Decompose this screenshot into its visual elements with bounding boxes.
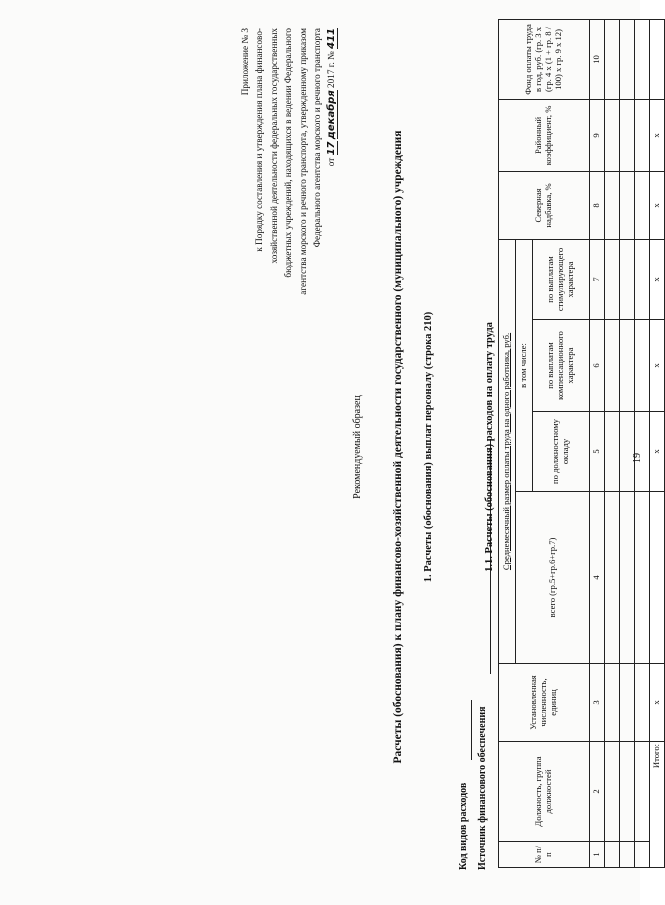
- appendix-block: [238, 28, 340, 295]
- subsection-title: 1.1. Расчеты (обоснования) расходов на оплату труда: [484, 322, 495, 572]
- table-cell: [635, 239, 650, 319]
- table-cell: [620, 239, 635, 319]
- table-cell: [635, 99, 650, 171]
- table-cell: [620, 171, 635, 239]
- header-base-salary: по должностному окладу: [533, 412, 590, 492]
- column-number: 8: [590, 171, 605, 239]
- header-position: Должность, группа должностей: [499, 742, 590, 842]
- payroll-table: [498, 19, 665, 868]
- table-cell: [635, 412, 650, 492]
- table-cell: [620, 664, 635, 742]
- table-cell: [635, 19, 650, 99]
- appendix-date-month: декабря: [326, 90, 338, 140]
- table-cell: [620, 320, 635, 412]
- table-cell: [620, 842, 635, 868]
- column-number: 9: [590, 99, 605, 171]
- column-number: 10: [590, 19, 605, 99]
- column-number: 4: [590, 492, 605, 664]
- appendix-line-1: Приложение № 3: [240, 28, 250, 96]
- table-row: [605, 19, 620, 867]
- table-cell: [620, 412, 635, 492]
- table-cell: [605, 412, 620, 492]
- column-number: 2: [590, 742, 605, 842]
- table-cell: [605, 320, 620, 412]
- table-cell: [605, 492, 620, 664]
- appendix-line-2: к Порядку составления и утверждения плана финансово-: [254, 28, 265, 252]
- header-regional-coefficient: Районный коэффициент, %: [499, 99, 590, 171]
- table-cell: [605, 742, 620, 842]
- section-title: 1. Расчеты (обоснования) выплат персоналу (строка 210): [423, 311, 434, 583]
- appendix-line-5: агентства морского и речного транспорта, утвержденному приказом: [297, 28, 308, 295]
- appendix-date-prefix: от: [326, 157, 337, 167]
- column-number: 7: [590, 239, 605, 319]
- table-cell: [620, 99, 635, 171]
- appendix-line-4: бюджетных учреждений, находящихся в ведении Федерального: [283, 28, 294, 278]
- appendix-line-6: Федерального агентства морского и речного транспорта: [312, 28, 323, 248]
- column-number: 5: [590, 412, 605, 492]
- appendix-date-year: 2017 г. №: [326, 51, 337, 88]
- table-cell: [620, 19, 635, 99]
- total-cell: х: [650, 171, 665, 239]
- table-cell: [605, 19, 620, 99]
- table-cell: [635, 842, 650, 868]
- main-title: Расчеты (обоснования) к плану финансово-хозяйственной деятельности государственного (муниципального) учреждения: [392, 130, 404, 764]
- header-headcount: Установленная численность, единиц: [499, 664, 590, 742]
- total-cell: [650, 492, 665, 664]
- column-number: 3: [590, 664, 605, 742]
- table-cell: [635, 742, 650, 842]
- table-cell: [605, 99, 620, 171]
- column-number: 1: [590, 842, 605, 868]
- header-row-1: [499, 19, 516, 867]
- column-number-row: [590, 19, 605, 867]
- expense-type-code-label: Код видов расходов: [458, 782, 469, 870]
- total-cell: х: [650, 664, 665, 742]
- header-incentive: по выплатам стимулирующего характера: [533, 239, 590, 319]
- funding-source-label: Источник финансового обеспечения: [477, 706, 488, 870]
- table-cell: [635, 664, 650, 742]
- table-cell: [620, 742, 635, 842]
- table-cell: [635, 492, 650, 664]
- table-cell: [620, 492, 635, 664]
- total-cell: х: [650, 320, 665, 412]
- total-cell: х: [650, 239, 665, 319]
- header-avg-salary-group: Среднемесячный размер оплаты труда на одного работника, руб.: [499, 239, 516, 663]
- column-number: 6: [590, 320, 605, 412]
- rotated-sheet: [230, 16, 662, 878]
- table-row: [635, 19, 650, 867]
- recommended-sample: Рекомендуемый образец: [352, 395, 363, 499]
- total-row: [650, 19, 665, 867]
- header-annual-payroll-fund: Фонд оплаты труда в год, руб. (гр. 3 х (гр. 4 х (1 + гр. 8 / 100) х гр. 9 х 12): [499, 19, 590, 99]
- table-cell: [605, 842, 620, 868]
- header-compensation: по выплатам компенсационного характера: [533, 320, 590, 412]
- table-cell: [605, 664, 620, 742]
- expense-type-code-line: [471, 700, 472, 760]
- table-cell: [635, 171, 650, 239]
- page-number: 19: [632, 453, 643, 463]
- header-including: в том числе:: [516, 239, 533, 491]
- appendix-line-7: [324, 28, 339, 295]
- total-cell: [650, 19, 665, 99]
- table-cell: [605, 171, 620, 239]
- total-cell: х: [650, 412, 665, 492]
- table-cell: [605, 239, 620, 319]
- table-cell: [635, 320, 650, 412]
- table-row: [620, 19, 635, 867]
- appendix-line-3: хозяйственной деятельности федеральных государственных: [268, 28, 279, 264]
- total-label: Итого:: [650, 742, 665, 868]
- appendix-order-number: 411: [326, 28, 338, 49]
- total-cell: х: [650, 99, 665, 171]
- header-number: № п/п: [499, 842, 590, 868]
- header-total: всего (гр.5+гр.6+гр.7): [516, 492, 590, 664]
- header-northern-allowance: Северная надбавка, %: [499, 171, 590, 239]
- appendix-date-day: 17: [326, 141, 338, 156]
